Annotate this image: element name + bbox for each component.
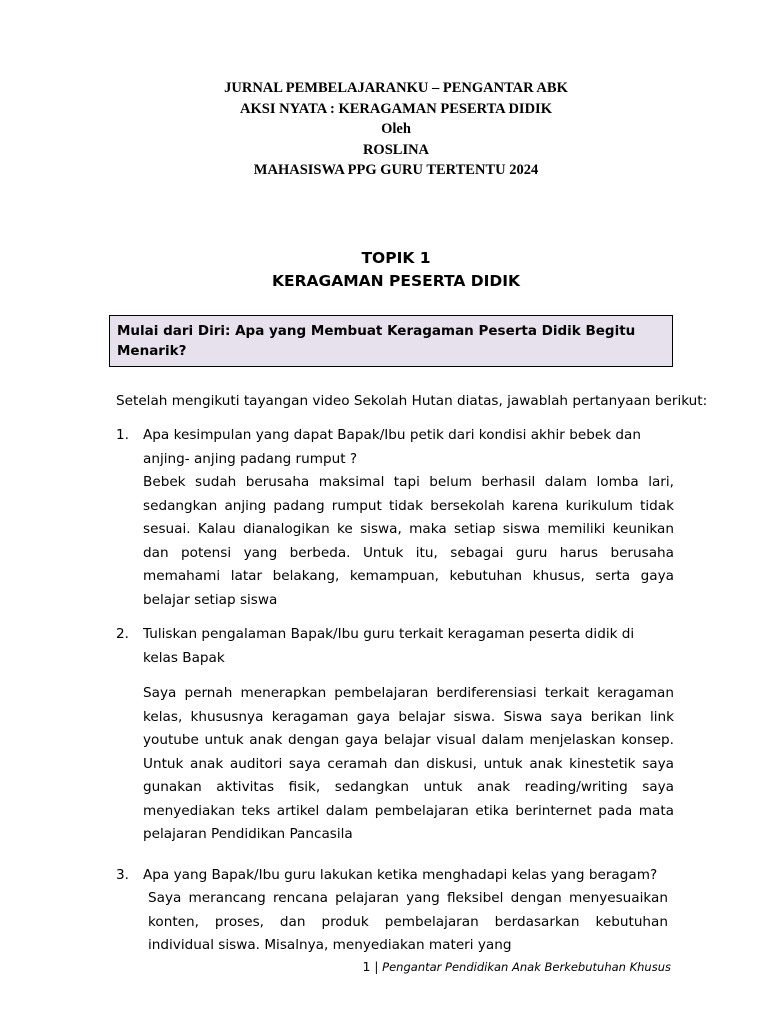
- intro-box: [109, 315, 673, 367]
- footer-title: Pengantar Pendidikan Anak Berkebutuhan Khusus: [382, 960, 671, 974]
- journal-title: JURNAL PEMBELAJARANKU – PENGANTAR ABK: [224, 80, 568, 96]
- author-name: ROSLINA: [362, 141, 430, 158]
- question-text: Tuliskan pengalaman Bapak/Ibu guru terkait keragaman peserta didik di kelas Bapak: [143, 626, 635, 666]
- question-text: Apa kesimpulan yang dapat Bapak/Ibu petik dari kondisi akhir bebek dan anjing- anjing padang rumput ?: [143, 427, 641, 467]
- question-number: 2.: [116, 626, 129, 642]
- by-label: Oleh: [381, 121, 411, 137]
- intro-box-text: Mulai dari Diri: Apa yang Membuat Keragaman Peserta Didik Begitu Menarik?: [117, 323, 636, 359]
- action-title: AKSI NYATA : KERAGAMAN PESERTA DIDIK: [240, 100, 552, 117]
- topic-heading: [0, 247, 768, 293]
- lead-text: Setelah mengikuti tayangan video Sekolah Hutan diatas, jawablah pertanyaan berikut:: [116, 393, 708, 409]
- question-number: 1.: [116, 427, 129, 443]
- answer-text: Saya merancang rencana pelajaran yang fleksibel dengan menyesuaikan konten, proses, dan produk pembelajaran berdasarkan kebutuhan individual siswa. Misalnya, menyediakan materi yang: [148, 890, 668, 953]
- document-header: [0, 78, 768, 181]
- author-affiliation: MAHASISWA PPG GURU TERTENTU 2024: [253, 162, 539, 178]
- answer-text: Saya pernah menerapkan pembelajaran berdiferensiasi terkait keragaman kelas, khususnya keragaman gaya belajar siswa. Siswa saya berikan link youtube untuk anak dengan gaya belajar visual dalam menjelaskan konsep. Untuk anak auditori saya ceramah dan diskusi, untuk anak kinestetik saya gunakan aktivitas fisik, sedangkan untuk anak reading/writing saya menyediakan teks artikel dalam pembelajaran etika berinternet pada mata pelajaran Pendidikan Pancasila: [143, 685, 674, 842]
- answer-text: Bebek sudah berusaha maksimal tapi belum berhasil dalam lomba lari, sedangkan anjing padang rumput tidak bersekolah karena kurikulum tidak sesuai. Kalau dianalogikan ke siswa, maka setiap siswa memiliki keunikan dan potensi yang berbeda. Untuk itu, sebagai guru harus berusaha memahami latar belakang, kemampuan, kebutuhan khusus, serta gaya belajar setiap siswa: [143, 474, 674, 608]
- question-number: 3.: [116, 867, 129, 883]
- page-footer: [0, 958, 671, 976]
- topic-number: TOPIK 1: [361, 249, 431, 267]
- topic-title: KERAGAMAN PESERTA DIDIK: [271, 272, 520, 290]
- question-text: Apa yang Bapak/Ibu guru lakukan ketika menghadapi kelas yang beragam?: [143, 867, 658, 883]
- page-number: 1: [362, 959, 371, 974]
- footer-separator: |: [370, 960, 383, 974]
